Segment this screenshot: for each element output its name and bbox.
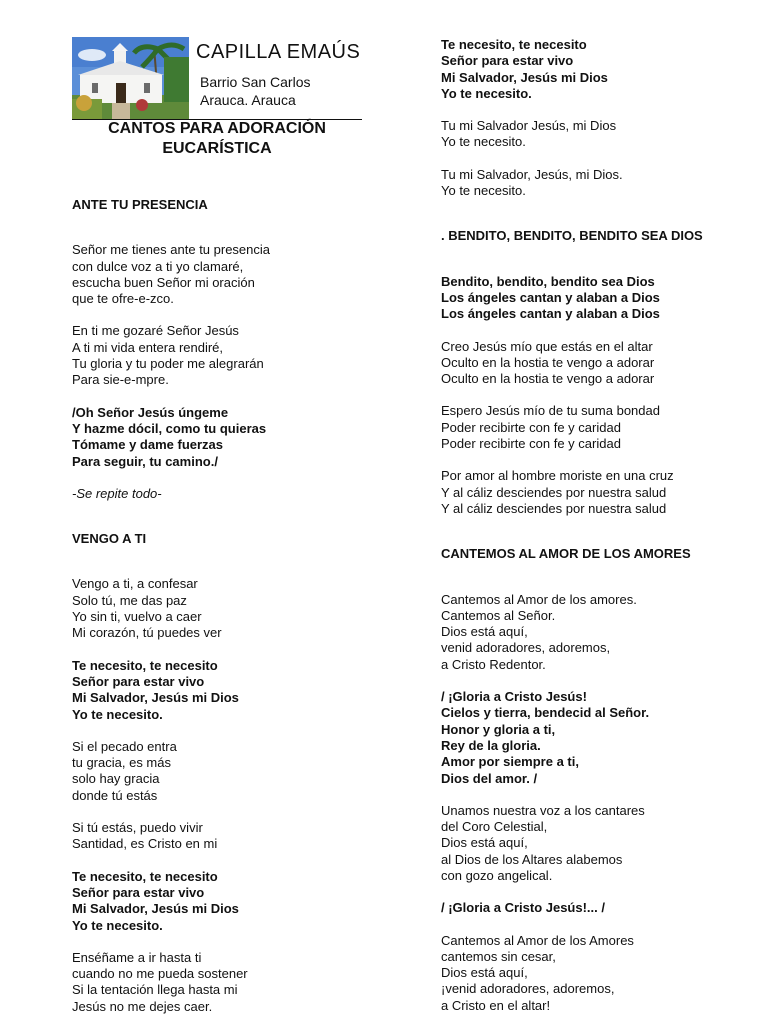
chorus: Bendito, bendito, bendito sea Dios Los ángeles cantan y alaban a Dios Los ángeles cantan y alaban a Dios	[441, 273, 660, 322]
chapel-name: CAPILLA EMAÚS	[196, 41, 361, 63]
chapel-photo	[72, 37, 189, 119]
verse: Tu mi Salvador Jesús, mi Dios Yo te necesito.	[441, 118, 617, 150]
verse: Enséñame a ir hasta ti cuando no me pueda sostener Si la tentación llega hasta mi Jesús no me dejes caer.	[72, 949, 248, 1014]
header-divider	[72, 119, 362, 120]
verse: Cantemos al Amor de los amores. Cantemos al Señor. Dios está aquí, venid adoradores, adoremos, a Cristo Redentor.	[441, 591, 637, 672]
verse: Vengo a ti, a confesar Solo tú, me das paz Yo sin ti, vuelvo a caer Mi corazón, tú puedes ver	[72, 576, 222, 641]
song-title-cantemos-al-amor: CANTEMOS AL AMOR DE LOS AMORES	[441, 546, 691, 562]
verse: Por amor al hombre moriste en una cruz Y al cáliz desciendes por nuestra salud Y al cáliz desciendes por nuestra salud	[441, 468, 674, 516]
verse: Creo Jesús mío que estás en el altar Oculto en la hostia te vengo a adorar Oculto en la hostia te vengo a adorar	[441, 338, 655, 387]
chorus: Te necesito, te necesito Señor para estar vivo Mi Salvador, Jesús mi Dios Yo te necesito.	[72, 868, 239, 933]
song-title-bendito: . BENDITO, BENDITO, BENDITO SEA DIOS	[441, 228, 703, 244]
address-line-1: Barrio San Carlos	[200, 74, 311, 90]
document-title: CANTOS PARA ADORACIÓN EUCARÍSTICA	[108, 120, 326, 157]
repeat-note: -Se repite todo-	[72, 485, 162, 501]
verse: Señor me tienes ante tu presencia con dulce voz a ti yo clamaré, escucha buen Señor mi oración que te ofre-e-zco.	[72, 242, 271, 307]
chorus-short: / ¡Gloria a Cristo Jesús!... /	[441, 900, 605, 916]
verse: Si el pecado entra tu gracia, es más solo hay gracia donde tú estás	[72, 738, 177, 803]
verse: En ti me gozaré Señor Jesús A ti mi vida entera rendiré, Tu gloria y tu poder me alegrarán Para sie-e-mpre.	[72, 323, 264, 388]
song-title-vengo-a-ti: VENGO A TI	[72, 531, 147, 547]
verse: Si tú estás, puedo vivir Santidad, es Cristo en mi	[72, 820, 218, 852]
song-title-ante-tu-presencia: ANTE TU PRESENCIA	[72, 197, 208, 212]
right-column	[441, 37, 741, 1014]
address-line-2: Arauca. Arauca	[200, 92, 296, 108]
verse: Cantemos al Amor de los Amores cantemos sin cesar, Dios está aquí, ¡venid adoradores, adoremos, a Cristo en el altar!	[441, 932, 634, 1013]
verse: Espero Jesús mío de tu suma bondad Poder recibirte con fe y caridad Poder recibirte con fe y caridad	[441, 403, 660, 452]
verse: Unamos nuestra voz a los cantares del Coro Celestial, Dios está aquí, al Dios de los Altares alabemos con gozo angelical.	[441, 802, 645, 883]
chorus: / ¡Gloria a Cristo Jesús! Cielos y tierra, bendecid al Señor. Honor y gloria a ti, Rey de la gloria. Amor por siempre a ti, Dios del amor. /	[441, 689, 650, 786]
left-column	[72, 37, 372, 1015]
page-header	[72, 37, 372, 119]
chapel-address	[200, 73, 311, 109]
verse: Tu mi Salvador, Jesús, mi Dios. Yo te necesito.	[441, 166, 623, 199]
chorus: /Oh Señor Jesús úngeme Y hazme dócil, como tu quieras Tómame y dame fuerzas Para seguir, tu camino./	[72, 404, 267, 469]
chorus: Te necesito, te necesito Señor para estar vivo Mi Salvador, Jesús mi Dios Yo te necesito.	[441, 37, 608, 101]
chorus: Te necesito, te necesito Señor para estar vivo Mi Salvador, Jesús mi Dios Yo te necesito.	[72, 657, 239, 722]
